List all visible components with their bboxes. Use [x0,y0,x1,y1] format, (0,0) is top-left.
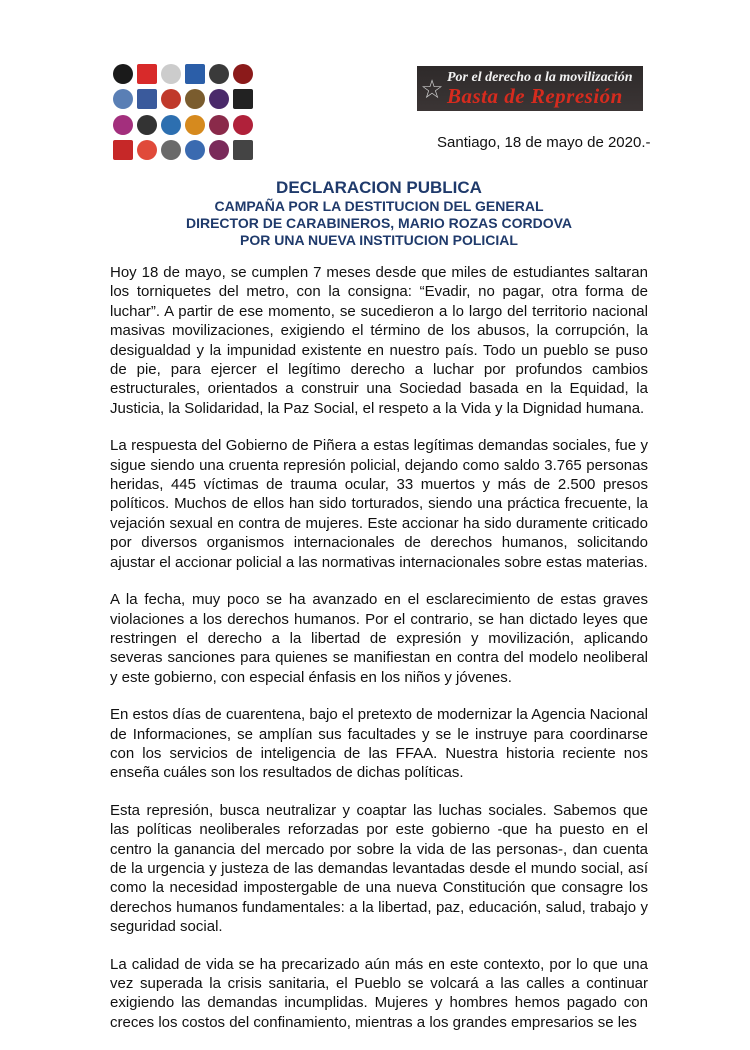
org-logo-icon [161,64,181,84]
banner-line-1: Por el derecho a la movilización [447,69,633,85]
org-logo-icon [185,140,205,160]
org-logo-icon [209,140,229,160]
campaign-banner [417,66,643,111]
organization-logos [113,62,253,162]
org-logo-icon [137,140,157,160]
medical-cross-icon [137,64,157,84]
org-logo-icon [233,89,253,109]
people-group-icon [185,64,205,84]
heading-line-3: POR UNA NUEVA INSTITUCION POLICIAL [240,232,518,248]
paragraph: Hoy 18 de mayo, se cumplen 7 meses desde que miles de estudiantes saltaran los torniquetes del metro, con la consigna: “Evadir, no pagar, otra forma de luchar”. A partir de ese momento, se sucedieron a lo largo del territorio nacional masivas movilizaciones, exigiendo el término de los abusos, la corrupción, la desigualdad y la impunidad existente en nuestro país. Todo un pueblo se puso de pie, para ejercer el legítimo derecho a luchar por profundos cambios estructurales, orientados a construir una Sociedad basada en la Equidad, la Justicia, la Solidaridad, la Paz Social, el respeto a la Vida y la Dignidad humana. [110,264,648,417]
org-logo-icon [233,64,253,84]
org-logo-icon [113,89,133,109]
org-logo-icon [209,64,229,84]
paragraph: A la fecha, muy poco se ha avanzado en el esclarecimiento de estas graves violaciones a los derechos humanos. Por el contrario, se han dictado leyes que restringen el derecho a la libertad de expresión y movilización, aplicando severas sanciones para quienes se manifiestan en contra del modelo neoliberal y este gobierno, con especial énfasis en los niños y jóvenes. [110,591,648,686]
document-date: Santiago, 18 de mayo de 2020.- [437,134,651,151]
org-logo-icon [185,89,205,109]
paragraph: La calidad de vida se ha precarizado aún más en este contexto, por lo que una vez superada la crisis sanitaria, el Pueblo se volcará a las calles a continuar exigiendo las demandas incumplidas. Mujeres y hombres hemos pagado con creces los costos del confinamiento, mientras a los grandes empresarios se les [110,955,648,1031]
org-logo-icon [233,140,253,160]
org-logo-icon [137,89,157,109]
org-logo-icon [233,115,253,135]
paragraph: En estos días de cuarentena, bajo el pretexto de modernizar la Agencia Nacional de Informaciones, se amplían sus facultades y se le instruye para coordinarse con los servicios de inteligencia de las FFAA. Nuestra historia reciente nos enseña cuáles son los resultados de dichas políticas. [110,706,648,782]
banner-line-2: Basta de Represión [447,83,623,108]
org-logo-icon [137,115,157,135]
org-logo-icon [113,64,133,84]
org-logo-icon [113,115,133,135]
org-logo-icon [209,115,229,135]
document-heading [110,178,648,249]
org-logo-icon [161,140,181,160]
org-logo-icon [185,115,205,135]
org-logo-icon [113,140,133,160]
star-icon: ☆ [420,73,444,104]
document-title: DECLARACION PUBLICA [276,178,482,197]
org-logo-icon [161,89,181,109]
org-logo-icon [209,89,229,109]
document-body [110,263,648,1050]
paragraph: Esta represión, busca neutralizar y coaptar las luchas sociales. Sabemos que las políticas neoliberales reforzadas por este gobierno -que ha puesto en el centro la ganancia del mercado por sobre la vida de las personas-, dan cuenta de la urgencia y justeza de las demandas levantadas desde el mundo social, así como la necesidad impostergable de una nueva Constitución que consagre los derechos humanos fundamentales: a la libertad, paz, educación, salud, trabajo y seguridad social. [110,801,648,936]
heading-line-2: DIRECTOR DE CARABINEROS, MARIO ROZAS CORDOVA [185,215,573,231]
paragraph: La respuesta del Gobierno de Piñera a estas legítimas demandas sociales, fue y sigue siendo una cruenta represión policial, dejando como saldo 3.765 personas heridas, 445 víctimas de trauma ocular, 33 muertos y más de 2.500 presos políticos. Muchos de ellos han sido torturados, siendo una práctica frecuente, la vejación sexual en contra de mujeres. Este accionar ha sido duramente criticado por diversos organismos internacionales de derechos humanos, solicitando ajustar el accionar policial a las normativas internacionales sobre estas materias. [110,437,648,571]
org-logo-icon [161,115,181,135]
heading-line-1: CAMPAÑA POR LA DESTITUCION DEL GENERAL [214,198,544,214]
